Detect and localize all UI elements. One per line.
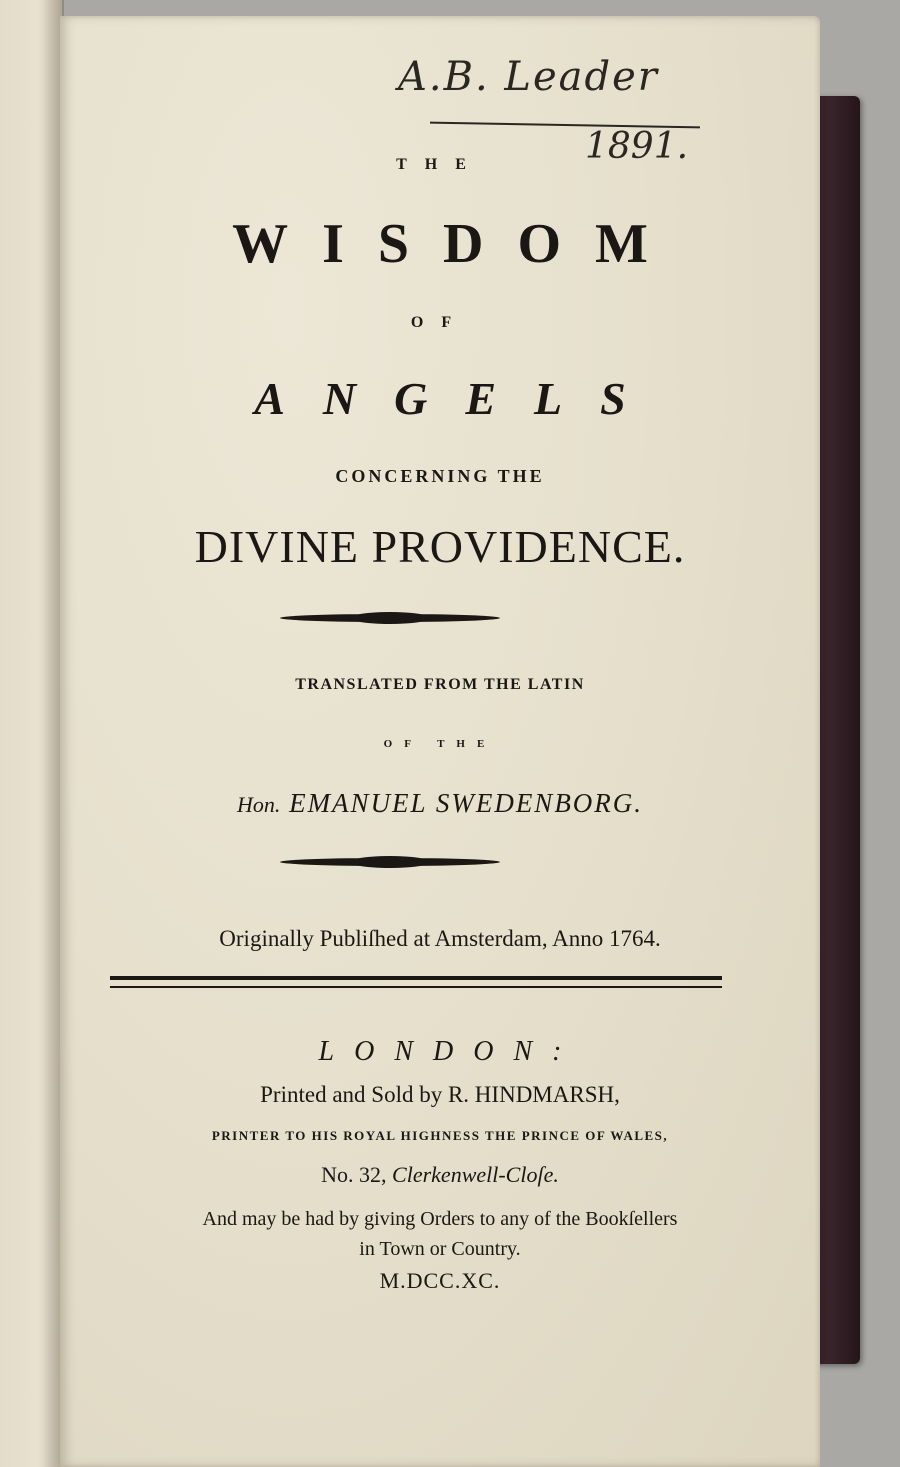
address-street: Clerkenwell-Cloſe. — [392, 1162, 559, 1187]
ornamental-rule-top — [280, 614, 500, 622]
imprint-address — [60, 1162, 820, 1188]
imprint-availability-2: in Town or Country. — [359, 1238, 521, 1260]
imprint-printer: Printed and Sold by R. HINDMARSH, — [260, 1082, 620, 1107]
author-line — [60, 788, 820, 819]
imprint-availability-1: And may be had by giving Orders to any of the Bookſellers — [202, 1208, 678, 1230]
double-rule-thin — [110, 986, 722, 988]
title-wisdom: WISDOM — [232, 213, 682, 275]
double-rule-thick — [110, 976, 722, 980]
author-honorific: Hon. — [236, 792, 281, 817]
title-concerning: CONCERNING THE — [335, 466, 545, 486]
of-the-line: OF THE — [383, 738, 497, 750]
translated-line: TRANSLATED FROM THE LATIN — [295, 676, 585, 693]
ornamental-rule-bottom — [280, 858, 500, 866]
title-page — [60, 16, 820, 1467]
title-divine-providence: DIVINE PROVIDENCE. — [194, 521, 686, 572]
title-angels: ANGELS — [254, 373, 664, 424]
title-the: THE — [396, 156, 484, 173]
title-of: OF — [410, 314, 470, 331]
address-number: No. 32, — [321, 1162, 387, 1187]
author-name: EMANUEL SWEDENBORG. — [289, 788, 644, 818]
publication-note: Originally Publiſhed at Amsterdam, Anno 1764. — [219, 926, 661, 951]
imprint-date: M.DCC.XC. — [379, 1268, 501, 1293]
imprint-printer-title: PRINTER TO HIS ROYAL HIGHNESS THE PRINCE OF WALES, — [211, 1128, 669, 1143]
imprint-city: LONDON: — [318, 1036, 582, 1067]
signature-text: A.B. Leader — [398, 54, 659, 100]
ownership-signature — [390, 46, 730, 136]
handwritten-year: 1891. — [585, 126, 689, 167]
